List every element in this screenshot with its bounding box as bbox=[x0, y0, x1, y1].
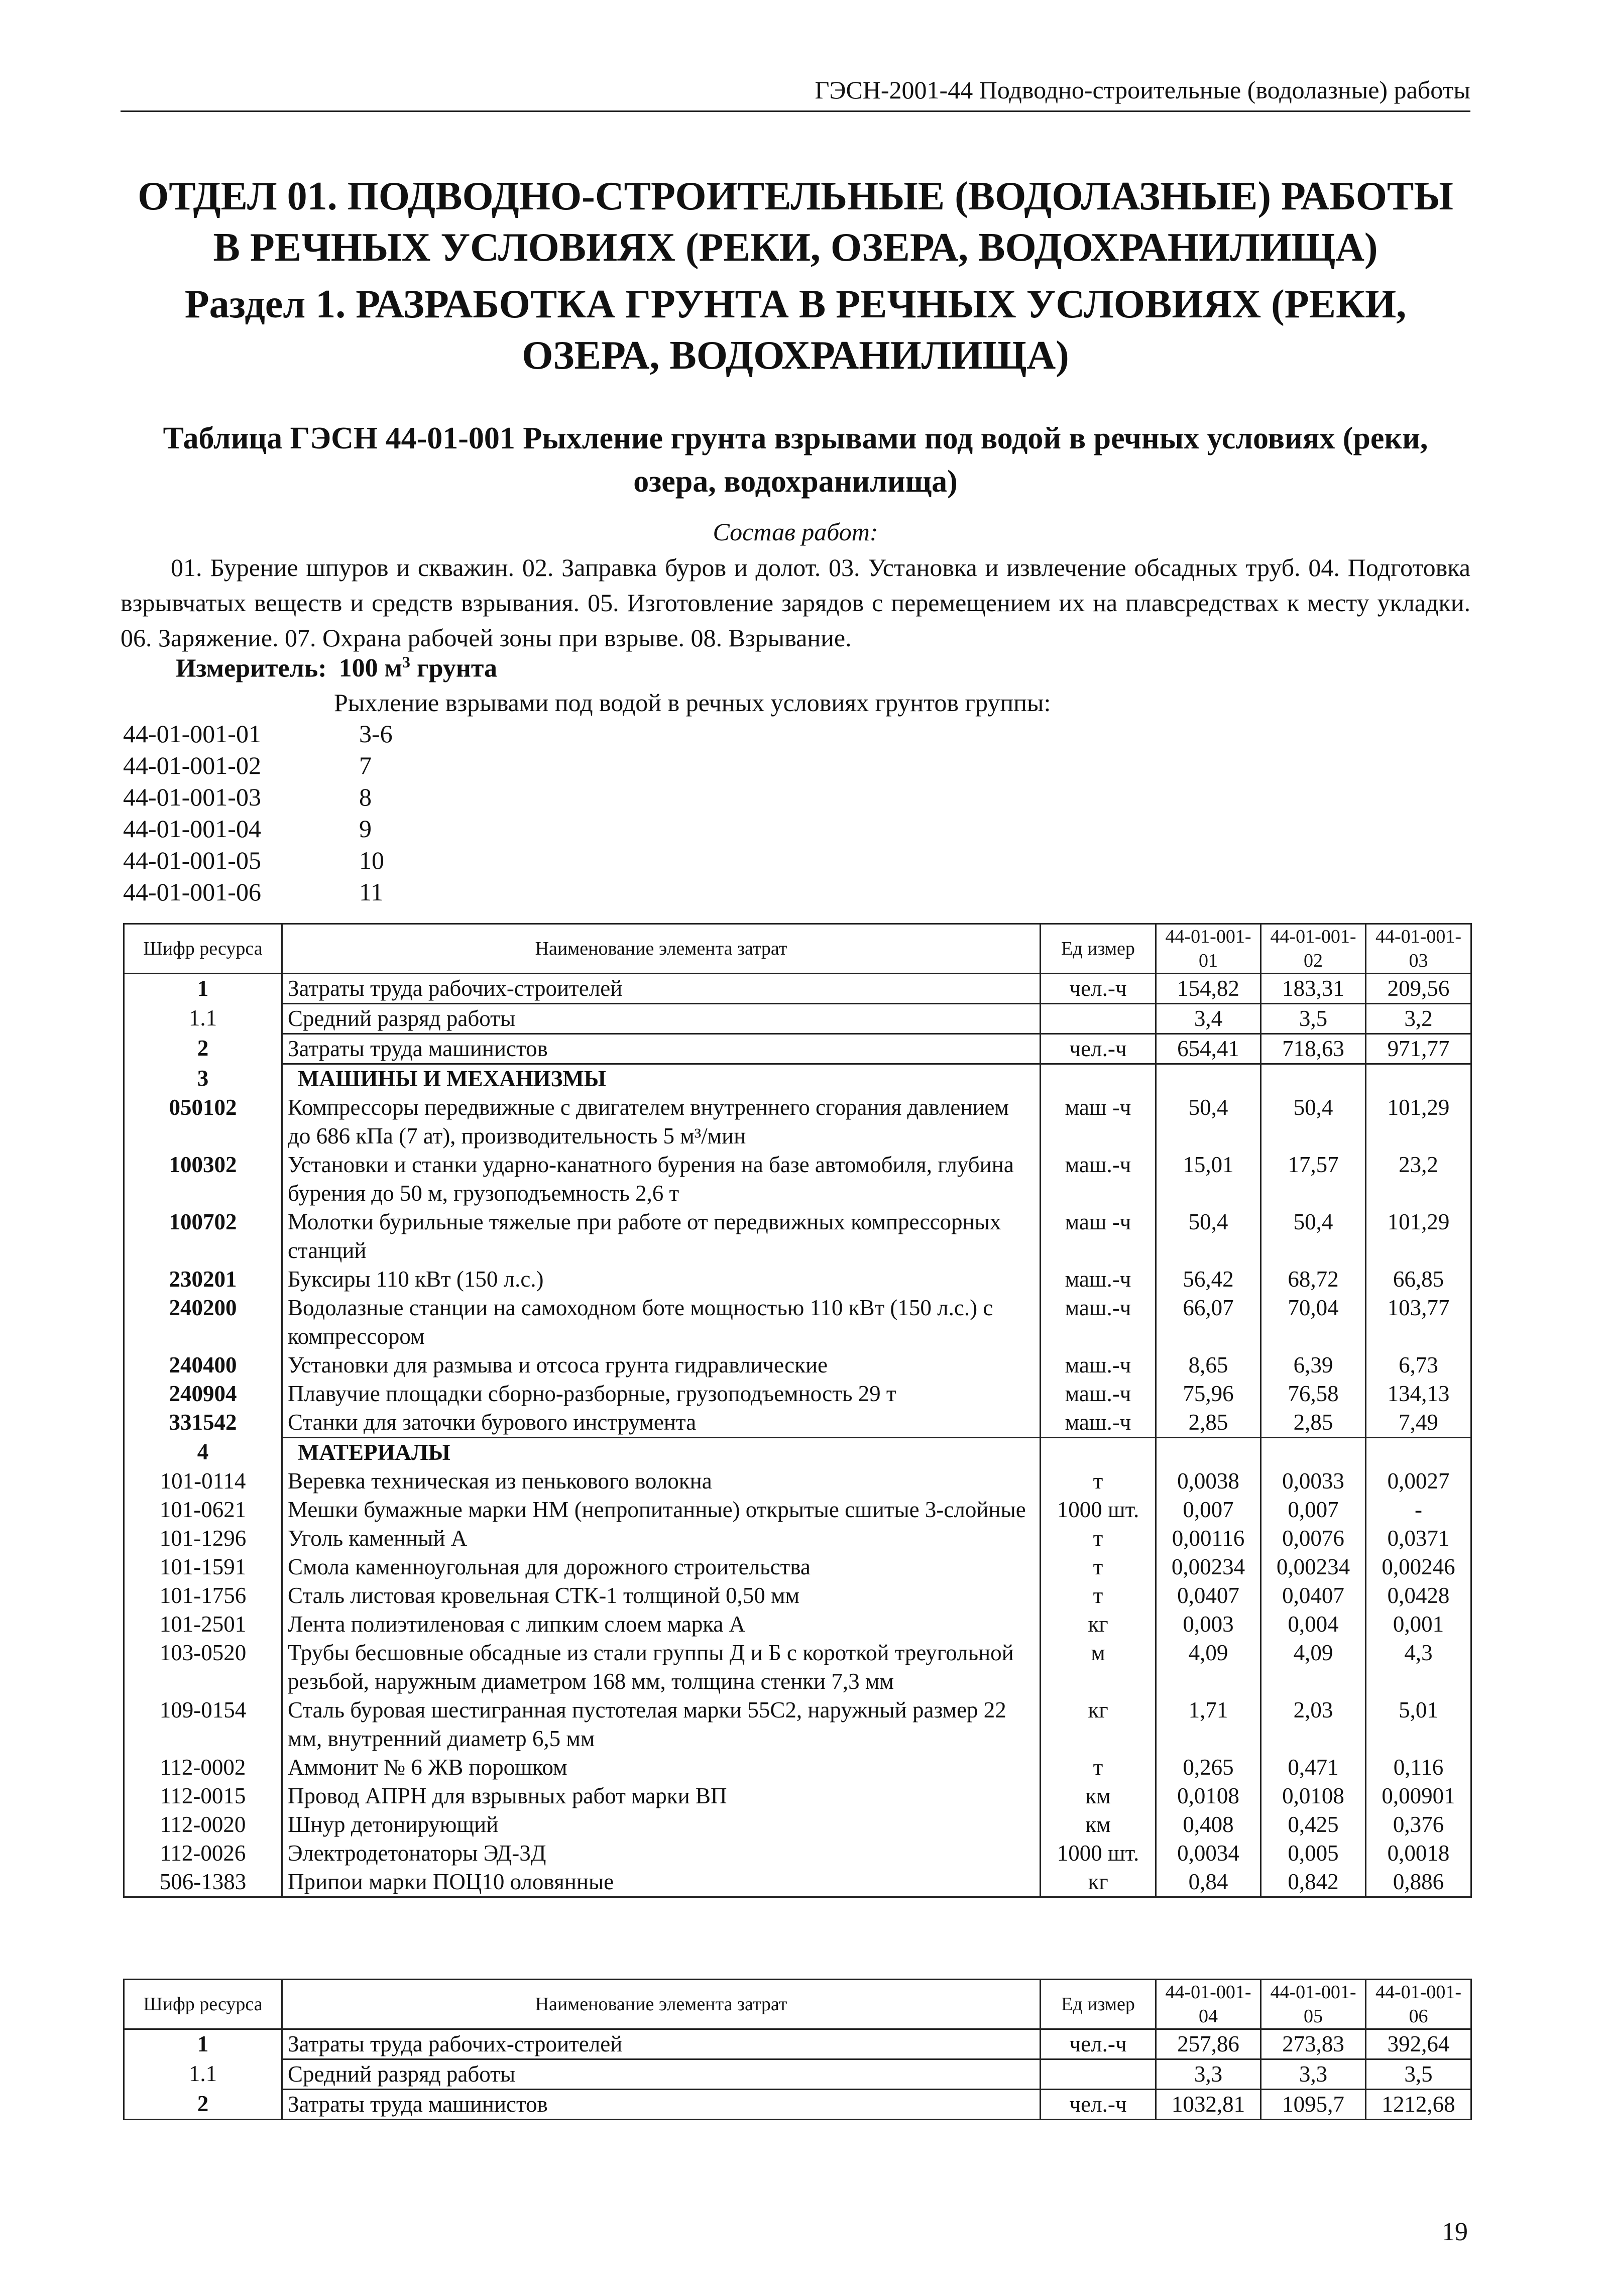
resource-code: 1 bbox=[124, 974, 282, 1004]
table-row bbox=[124, 1868, 1471, 1897]
resource-code: 240200 bbox=[124, 1294, 282, 1351]
element-name: Затраты труда рабочих-строителей bbox=[282, 2029, 1041, 2059]
table-row bbox=[124, 1496, 1471, 1524]
resource-code: 3 bbox=[124, 1064, 282, 1094]
norm-value: 68,72 bbox=[1261, 1265, 1366, 1294]
element-name: Установки и станки ударно-канатного бурения на базе автомобиля, глубина бурения до 50 м, грузоподъемность 2,6 т bbox=[282, 1151, 1041, 1208]
unit: м bbox=[1041, 1639, 1156, 1696]
norm-value: 4,3 bbox=[1366, 1639, 1471, 1696]
resource-code: 240400 bbox=[124, 1351, 282, 1380]
unit: 1000 шт. bbox=[1041, 1496, 1156, 1524]
table-body bbox=[124, 2029, 1471, 2120]
unit bbox=[1041, 1064, 1156, 1094]
page-number: 19 bbox=[1442, 2218, 1468, 2246]
norm-value: 0,005 bbox=[1261, 1839, 1366, 1868]
table-row bbox=[124, 1151, 1471, 1208]
element-name: Молотки бурильные тяжелые при работе от передвижных компрессорных станций bbox=[282, 1208, 1041, 1265]
norm-value: 66,85 bbox=[1366, 1265, 1471, 1294]
header-resource-code: Шифр ресурса bbox=[124, 1980, 282, 2029]
norm-value: 0,471 bbox=[1261, 1753, 1366, 1782]
table-row bbox=[124, 2029, 1471, 2059]
table-title: Таблица ГЭСН 44-01-001 Рыхление грунта взрывами под водой в речных условиях (реки, озера, водохранилища) bbox=[163, 421, 1428, 499]
element-name: Электродетонаторы ЭД-3Д bbox=[282, 1839, 1041, 1868]
element-name: Затраты труда машинистов bbox=[282, 1034, 1041, 1064]
element-name: МАШИНЫ И МЕХАНИЗМЫ bbox=[282, 1064, 1041, 1094]
norm-value: 0,00234 bbox=[1156, 1553, 1261, 1581]
norm-code: 44-01-001-05 bbox=[123, 846, 261, 874]
norm-code: 44-01-001-06 bbox=[123, 878, 261, 906]
resource-code: 1 bbox=[124, 2029, 282, 2059]
norm-value: 56,42 bbox=[1156, 1265, 1261, 1294]
resource-code: 101-1756 bbox=[124, 1581, 282, 1610]
resource-code: 100302 bbox=[124, 1151, 282, 1208]
header-element-name: Наименование элемента затрат bbox=[282, 924, 1041, 974]
header-norm-column: 44-01-001-04 bbox=[1156, 1980, 1261, 2029]
norm-value: 101,29 bbox=[1366, 1208, 1471, 1265]
norm-value: 50,4 bbox=[1261, 1093, 1366, 1151]
table-row bbox=[124, 2059, 1471, 2090]
norm-value: 5,01 bbox=[1366, 1696, 1471, 1753]
unit: маш -ч bbox=[1041, 1093, 1156, 1151]
norm-code-row bbox=[123, 718, 393, 750]
norm-code: 44-01-001-03 bbox=[123, 783, 261, 811]
norm-value: 209,56 bbox=[1366, 974, 1471, 1004]
norm-value: 0,425 bbox=[1261, 1810, 1366, 1839]
norm-code-row bbox=[123, 750, 393, 781]
norm-value: 15,01 bbox=[1156, 1151, 1261, 1208]
resource-code: 1.1 bbox=[124, 1004, 282, 1034]
header-norm-column: 44-01-001-05 bbox=[1261, 1980, 1366, 2029]
norm-value: 0,84 bbox=[1156, 1868, 1261, 1897]
soil-group: 10 bbox=[359, 846, 384, 874]
table-row bbox=[124, 1524, 1471, 1553]
norm-value bbox=[1156, 1064, 1261, 1094]
resource-code: 331542 bbox=[124, 1408, 282, 1438]
norm-value: 134,13 bbox=[1366, 1380, 1471, 1408]
norm-value: 3,4 bbox=[1156, 1004, 1261, 1034]
element-name: Лента полиэтиленовая с липким слоем марка А bbox=[282, 1610, 1041, 1639]
measure-unit bbox=[176, 653, 497, 683]
norm-value: 103,77 bbox=[1366, 1294, 1471, 1351]
norm-value: 23,2 bbox=[1366, 1151, 1471, 1208]
unit: чел.-ч bbox=[1041, 2090, 1156, 2120]
table-row bbox=[124, 1696, 1471, 1753]
unit: маш.-ч bbox=[1041, 1151, 1156, 1208]
resource-code: 112-0015 bbox=[124, 1782, 282, 1810]
norm-value: 0,00116 bbox=[1156, 1524, 1261, 1553]
soil-group: 8 bbox=[359, 783, 372, 811]
unit: км bbox=[1041, 1810, 1156, 1839]
norm-value: 154,82 bbox=[1156, 974, 1261, 1004]
norm-value: 50,4 bbox=[1156, 1093, 1261, 1151]
resource-code: 101-2501 bbox=[124, 1610, 282, 1639]
header-unit: Ед измер bbox=[1041, 1980, 1156, 2029]
unit: т bbox=[1041, 1581, 1156, 1610]
unit: 1000 шт. bbox=[1041, 1839, 1156, 1868]
header-norm-column: 44-01-001-01 bbox=[1156, 924, 1261, 974]
resource-code: 1.1 bbox=[124, 2059, 282, 2090]
norm-value: 76,58 bbox=[1261, 1380, 1366, 1408]
table-row bbox=[124, 1467, 1471, 1496]
works-composition bbox=[121, 550, 1470, 655]
norm-value: 3,3 bbox=[1261, 2059, 1366, 2090]
norm-code: 44-01-001-01 bbox=[123, 720, 261, 748]
norm-value: 0,0027 bbox=[1366, 1467, 1471, 1496]
measure-exponent: 3 bbox=[402, 653, 411, 671]
table-row bbox=[124, 1753, 1471, 1782]
element-name: Смола каменноугольная для дорожного строительства bbox=[282, 1553, 1041, 1581]
resource-code: 4 bbox=[124, 1438, 282, 1467]
norm-value: 2,85 bbox=[1261, 1408, 1366, 1438]
resource-code: 101-1296 bbox=[124, 1524, 282, 1553]
norm-value bbox=[1366, 1064, 1471, 1094]
norm-value: 3,5 bbox=[1261, 1004, 1366, 1034]
element-name: Буксиры 110 кВт (150 л.с.) bbox=[282, 1265, 1041, 1294]
norm-value: 0,886 bbox=[1366, 1868, 1471, 1897]
element-name: Провод АПРН для взрывных работ марки ВП bbox=[282, 1782, 1041, 1810]
norm-value bbox=[1366, 1438, 1471, 1467]
norm-value: 1095,7 bbox=[1261, 2090, 1366, 2120]
header-resource-code: Шифр ресурса bbox=[124, 924, 282, 974]
table-header-row bbox=[124, 924, 1471, 974]
measure-label: Измеритель: bbox=[176, 654, 327, 683]
norm-value bbox=[1261, 1064, 1366, 1094]
element-name: Веревка техническая из пенькового волокна bbox=[282, 1467, 1041, 1496]
table-row bbox=[124, 1839, 1471, 1868]
measure-unit-name: грунта bbox=[417, 654, 498, 683]
header-unit: Ед измер bbox=[1041, 924, 1156, 974]
element-name: Сталь листовая кровельная СТК-1 толщиной 0,50 мм bbox=[282, 1581, 1041, 1610]
element-name: Плавучие площадки сборно-разборные, грузоподъемность 29 т bbox=[282, 1380, 1041, 1408]
element-name: Трубы бесшовные обсадные из стали группы Д и Б с короткой треугольной резьбой, наружным диаметром 168 мм, толщина стенки 7,3 мм bbox=[282, 1639, 1041, 1696]
element-name: Шнур детонирующий bbox=[282, 1810, 1041, 1839]
norm-value: 0,0428 bbox=[1366, 1581, 1471, 1610]
unit bbox=[1041, 2059, 1156, 2090]
table-row bbox=[124, 1093, 1471, 1151]
norm-value: 654,41 bbox=[1156, 1034, 1261, 1064]
norm-value: 718,63 bbox=[1261, 1034, 1366, 1064]
norm-code-row bbox=[123, 876, 393, 908]
unit: кг bbox=[1041, 1610, 1156, 1639]
element-name: Водолазные станции на самоходном боте мощностью 110 кВт (150 л.с.) с компрессором bbox=[282, 1294, 1041, 1351]
norm-value: 3,5 bbox=[1366, 2059, 1471, 2090]
unit: кг bbox=[1041, 1868, 1156, 1897]
department-title: ОТДЕЛ 01. ПОДВОДНО-СТРОИТЕЛЬНЫЕ (ВОДОЛАЗНЫЕ) РАБОТЫ В РЕЧНЫХ УСЛОВИЯХ (РЕКИ, ОЗЕРА, ВОДОХРАНИЛИЩА) bbox=[138, 174, 1453, 270]
norm-value: 0,116 bbox=[1366, 1753, 1471, 1782]
resource-code: 103-0520 bbox=[124, 1639, 282, 1696]
resource-code: 100702 bbox=[124, 1208, 282, 1265]
table-row bbox=[124, 1034, 1471, 1064]
element-name: Установки для размыва и отсоса грунта гидравлические bbox=[282, 1351, 1041, 1380]
norm-value: 0,408 bbox=[1156, 1810, 1261, 1839]
unit bbox=[1041, 1004, 1156, 1034]
table-header-row bbox=[124, 1980, 1471, 2029]
norm-value: 0,00901 bbox=[1366, 1782, 1471, 1810]
unit: т bbox=[1041, 1753, 1156, 1782]
norm-value: 0,0038 bbox=[1156, 1467, 1261, 1496]
table-row bbox=[124, 1639, 1471, 1696]
resource-code: 050102 bbox=[124, 1093, 282, 1151]
norm-value: 0,003 bbox=[1156, 1610, 1261, 1639]
unit: чел.-ч bbox=[1041, 1034, 1156, 1064]
table-row bbox=[124, 1380, 1471, 1408]
resource-code: 101-0114 bbox=[124, 1467, 282, 1496]
header-norm-column: 44-01-001-03 bbox=[1366, 924, 1471, 974]
running-head: ГЭСН-2001-44 Подводно-строительные (водолазные) работы bbox=[121, 75, 1470, 112]
element-name: Станки для заточки бурового инструмента bbox=[282, 1408, 1041, 1438]
norm-code-list bbox=[123, 718, 393, 908]
resource-table-1 bbox=[123, 923, 1472, 1898]
norm-value: 4,09 bbox=[1261, 1639, 1366, 1696]
norm-value: 0,00234 bbox=[1261, 1553, 1366, 1581]
table-row bbox=[124, 1208, 1471, 1265]
unit: т bbox=[1041, 1553, 1156, 1581]
resource-code: 112-0020 bbox=[124, 1810, 282, 1839]
resource-table-2 bbox=[123, 1979, 1472, 2120]
resource-code: 240904 bbox=[124, 1380, 282, 1408]
norm-value: 50,4 bbox=[1156, 1208, 1261, 1265]
norm-value: 971,77 bbox=[1366, 1034, 1471, 1064]
norm-value: 0,376 bbox=[1366, 1810, 1471, 1839]
norm-value: 50,4 bbox=[1261, 1208, 1366, 1265]
measure-value: 100 м bbox=[338, 654, 403, 683]
norm-value: - bbox=[1366, 1496, 1471, 1524]
unit: чел.-ч bbox=[1041, 974, 1156, 1004]
resource-code: 112-0002 bbox=[124, 1753, 282, 1782]
header-norm-column: 44-01-001-06 bbox=[1366, 1980, 1471, 2029]
table-row bbox=[124, 2090, 1471, 2120]
norm-value: 0,001 bbox=[1366, 1610, 1471, 1639]
element-name: Мешки бумажные марки НМ (непропитанные) открытые сшитые 3-слойные bbox=[282, 1496, 1041, 1524]
unit: км bbox=[1041, 1782, 1156, 1810]
norm-code-row bbox=[123, 813, 393, 845]
soil-group: 7 bbox=[359, 751, 372, 779]
table-row bbox=[124, 1581, 1471, 1610]
norm-value: 2,85 bbox=[1156, 1408, 1261, 1438]
unit: т bbox=[1041, 1524, 1156, 1553]
resource-code: 2 bbox=[124, 1034, 282, 1064]
norm-code: 44-01-001-02 bbox=[123, 751, 261, 779]
table-row bbox=[124, 1810, 1471, 1839]
unit: маш.-ч bbox=[1041, 1408, 1156, 1438]
soil-group: 9 bbox=[359, 815, 372, 843]
norm-value: 0,0034 bbox=[1156, 1839, 1261, 1868]
element-name: Сталь буровая шестигранная пустотелая марки 55С2, наружный размер 22 мм, внутренний диаметр 6,5 мм bbox=[282, 1696, 1041, 1753]
resource-code: 101-1591 bbox=[124, 1553, 282, 1581]
works-composition-text: 01. Бурение шпуров и скважин. 02. Заправка буров и долот. 03. Установка и извлечение обсадных труб. 04. Подготовка взрывчатых веществ и средств взрывания. 05. Изготовление зарядов с перемещением их на плавсредствах к месту укладки. 06. Заряжение. 07. Охрана рабочей зоны при взрыве. 08. Взрывание. bbox=[121, 553, 1470, 652]
unit: маш.-ч bbox=[1041, 1265, 1156, 1294]
norm-value: 70,04 bbox=[1261, 1294, 1366, 1351]
table-row bbox=[124, 1553, 1471, 1581]
header-element-name: Наименование элемента затрат bbox=[282, 1980, 1041, 2029]
norm-value: 101,29 bbox=[1366, 1093, 1471, 1151]
unit bbox=[1041, 1438, 1156, 1467]
norm-value: 66,07 bbox=[1156, 1294, 1261, 1351]
element-name: Компрессоры передвижные с двигателем внутреннего сгорания давлением до 686 кПа (7 ат), производительность 5 м³/мин bbox=[282, 1093, 1041, 1151]
norm-value: 8,65 bbox=[1156, 1351, 1261, 1380]
norm-value: 273,83 bbox=[1261, 2029, 1366, 2059]
norm-value: 6,73 bbox=[1366, 1351, 1471, 1380]
norm-code: 44-01-001-04 bbox=[123, 815, 261, 843]
element-name: Припои марки ПОЦ10 оловянные bbox=[282, 1868, 1041, 1897]
norm-value: 0,842 bbox=[1261, 1868, 1366, 1897]
unit: кг bbox=[1041, 1696, 1156, 1753]
table-row bbox=[124, 1438, 1471, 1467]
resource-code: 506-1383 bbox=[124, 1868, 282, 1897]
resource-code: 101-0621 bbox=[124, 1496, 282, 1524]
norm-value: 0,0407 bbox=[1261, 1581, 1366, 1610]
resource-code: 230201 bbox=[124, 1265, 282, 1294]
unit: чел.-ч bbox=[1041, 2029, 1156, 2059]
table-row bbox=[124, 1294, 1471, 1351]
norm-value: 0,0371 bbox=[1366, 1524, 1471, 1553]
norm-value: 0,007 bbox=[1156, 1496, 1261, 1524]
table-row bbox=[124, 974, 1471, 1004]
norm-value: 3,2 bbox=[1366, 1004, 1471, 1034]
norm-value: 0,0407 bbox=[1156, 1581, 1261, 1610]
norm-value: 257,86 bbox=[1156, 2029, 1261, 2059]
norm-value: 0,265 bbox=[1156, 1753, 1261, 1782]
element-name: Средний разряд работы bbox=[282, 1004, 1041, 1034]
unit: маш.-ч bbox=[1041, 1380, 1156, 1408]
unit: маш.-ч bbox=[1041, 1351, 1156, 1380]
norm-value bbox=[1261, 1438, 1366, 1467]
resource-code: 2 bbox=[124, 2090, 282, 2120]
norm-code-row bbox=[123, 845, 393, 876]
norm-value: 17,57 bbox=[1261, 1151, 1366, 1208]
element-name: МАТЕРИАЛЫ bbox=[282, 1438, 1041, 1467]
norm-value: 0,004 bbox=[1261, 1610, 1366, 1639]
table-row bbox=[124, 1610, 1471, 1639]
norm-value: 1032,81 bbox=[1156, 2090, 1261, 2120]
norm-value: 1212,68 bbox=[1366, 2090, 1471, 2120]
norm-value: 0,00246 bbox=[1366, 1553, 1471, 1581]
soil-group: 3-6 bbox=[359, 720, 393, 748]
table-row bbox=[124, 1064, 1471, 1094]
unit: т bbox=[1041, 1467, 1156, 1496]
group-caption: Рыхление взрывами под водой в речных условиях грунтов группы: bbox=[334, 688, 1051, 717]
table-body bbox=[124, 974, 1471, 1897]
norm-value: 0,007 bbox=[1261, 1496, 1366, 1524]
norm-value: 0,0018 bbox=[1366, 1839, 1471, 1868]
norm-code-row bbox=[123, 781, 393, 813]
norm-value: 0,0033 bbox=[1261, 1467, 1366, 1496]
works-heading: Состав работ: bbox=[713, 518, 878, 546]
element-name: Средний разряд работы bbox=[282, 2059, 1041, 2090]
norm-value: 0,0076 bbox=[1261, 1524, 1366, 1553]
header-norm-column: 44-01-001-02 bbox=[1261, 924, 1366, 974]
section-title: Раздел 1. РАЗРАБОТКА ГРУНТА В РЕЧНЫХ УСЛОВИЯХ (РЕКИ, ОЗЕРА, ВОДОХРАНИЛИЩА) bbox=[184, 282, 1407, 378]
soil-group: 11 bbox=[359, 878, 384, 906]
table-row bbox=[124, 1004, 1471, 1034]
element-name: Уголь каменный А bbox=[282, 1524, 1041, 1553]
norm-value: 7,49 bbox=[1366, 1408, 1471, 1438]
norm-value: 2,03 bbox=[1261, 1696, 1366, 1753]
element-name: Затраты труда рабочих-строителей bbox=[282, 974, 1041, 1004]
norm-value: 75,96 bbox=[1156, 1380, 1261, 1408]
table-row bbox=[124, 1782, 1471, 1810]
table-row bbox=[124, 1351, 1471, 1380]
norm-value: 0,0108 bbox=[1261, 1782, 1366, 1810]
norm-value bbox=[1156, 1438, 1261, 1467]
table-row bbox=[124, 1408, 1471, 1438]
norm-value: 0,0108 bbox=[1156, 1782, 1261, 1810]
unit: маш.-ч bbox=[1041, 1294, 1156, 1351]
norm-value: 3,3 bbox=[1156, 2059, 1261, 2090]
norm-value: 6,39 bbox=[1261, 1351, 1366, 1380]
norm-value: 183,31 bbox=[1261, 974, 1366, 1004]
unit: маш -ч bbox=[1041, 1208, 1156, 1265]
norm-value: 1,71 bbox=[1156, 1696, 1261, 1753]
norm-value: 392,64 bbox=[1366, 2029, 1471, 2059]
resource-code: 109-0154 bbox=[124, 1696, 282, 1753]
table-row bbox=[124, 1265, 1471, 1294]
element-name: Аммонит № 6 ЖВ порошком bbox=[282, 1753, 1041, 1782]
element-name: Затраты труда машинистов bbox=[282, 2090, 1041, 2120]
norm-value: 4,09 bbox=[1156, 1639, 1261, 1696]
resource-code: 112-0026 bbox=[124, 1839, 282, 1868]
